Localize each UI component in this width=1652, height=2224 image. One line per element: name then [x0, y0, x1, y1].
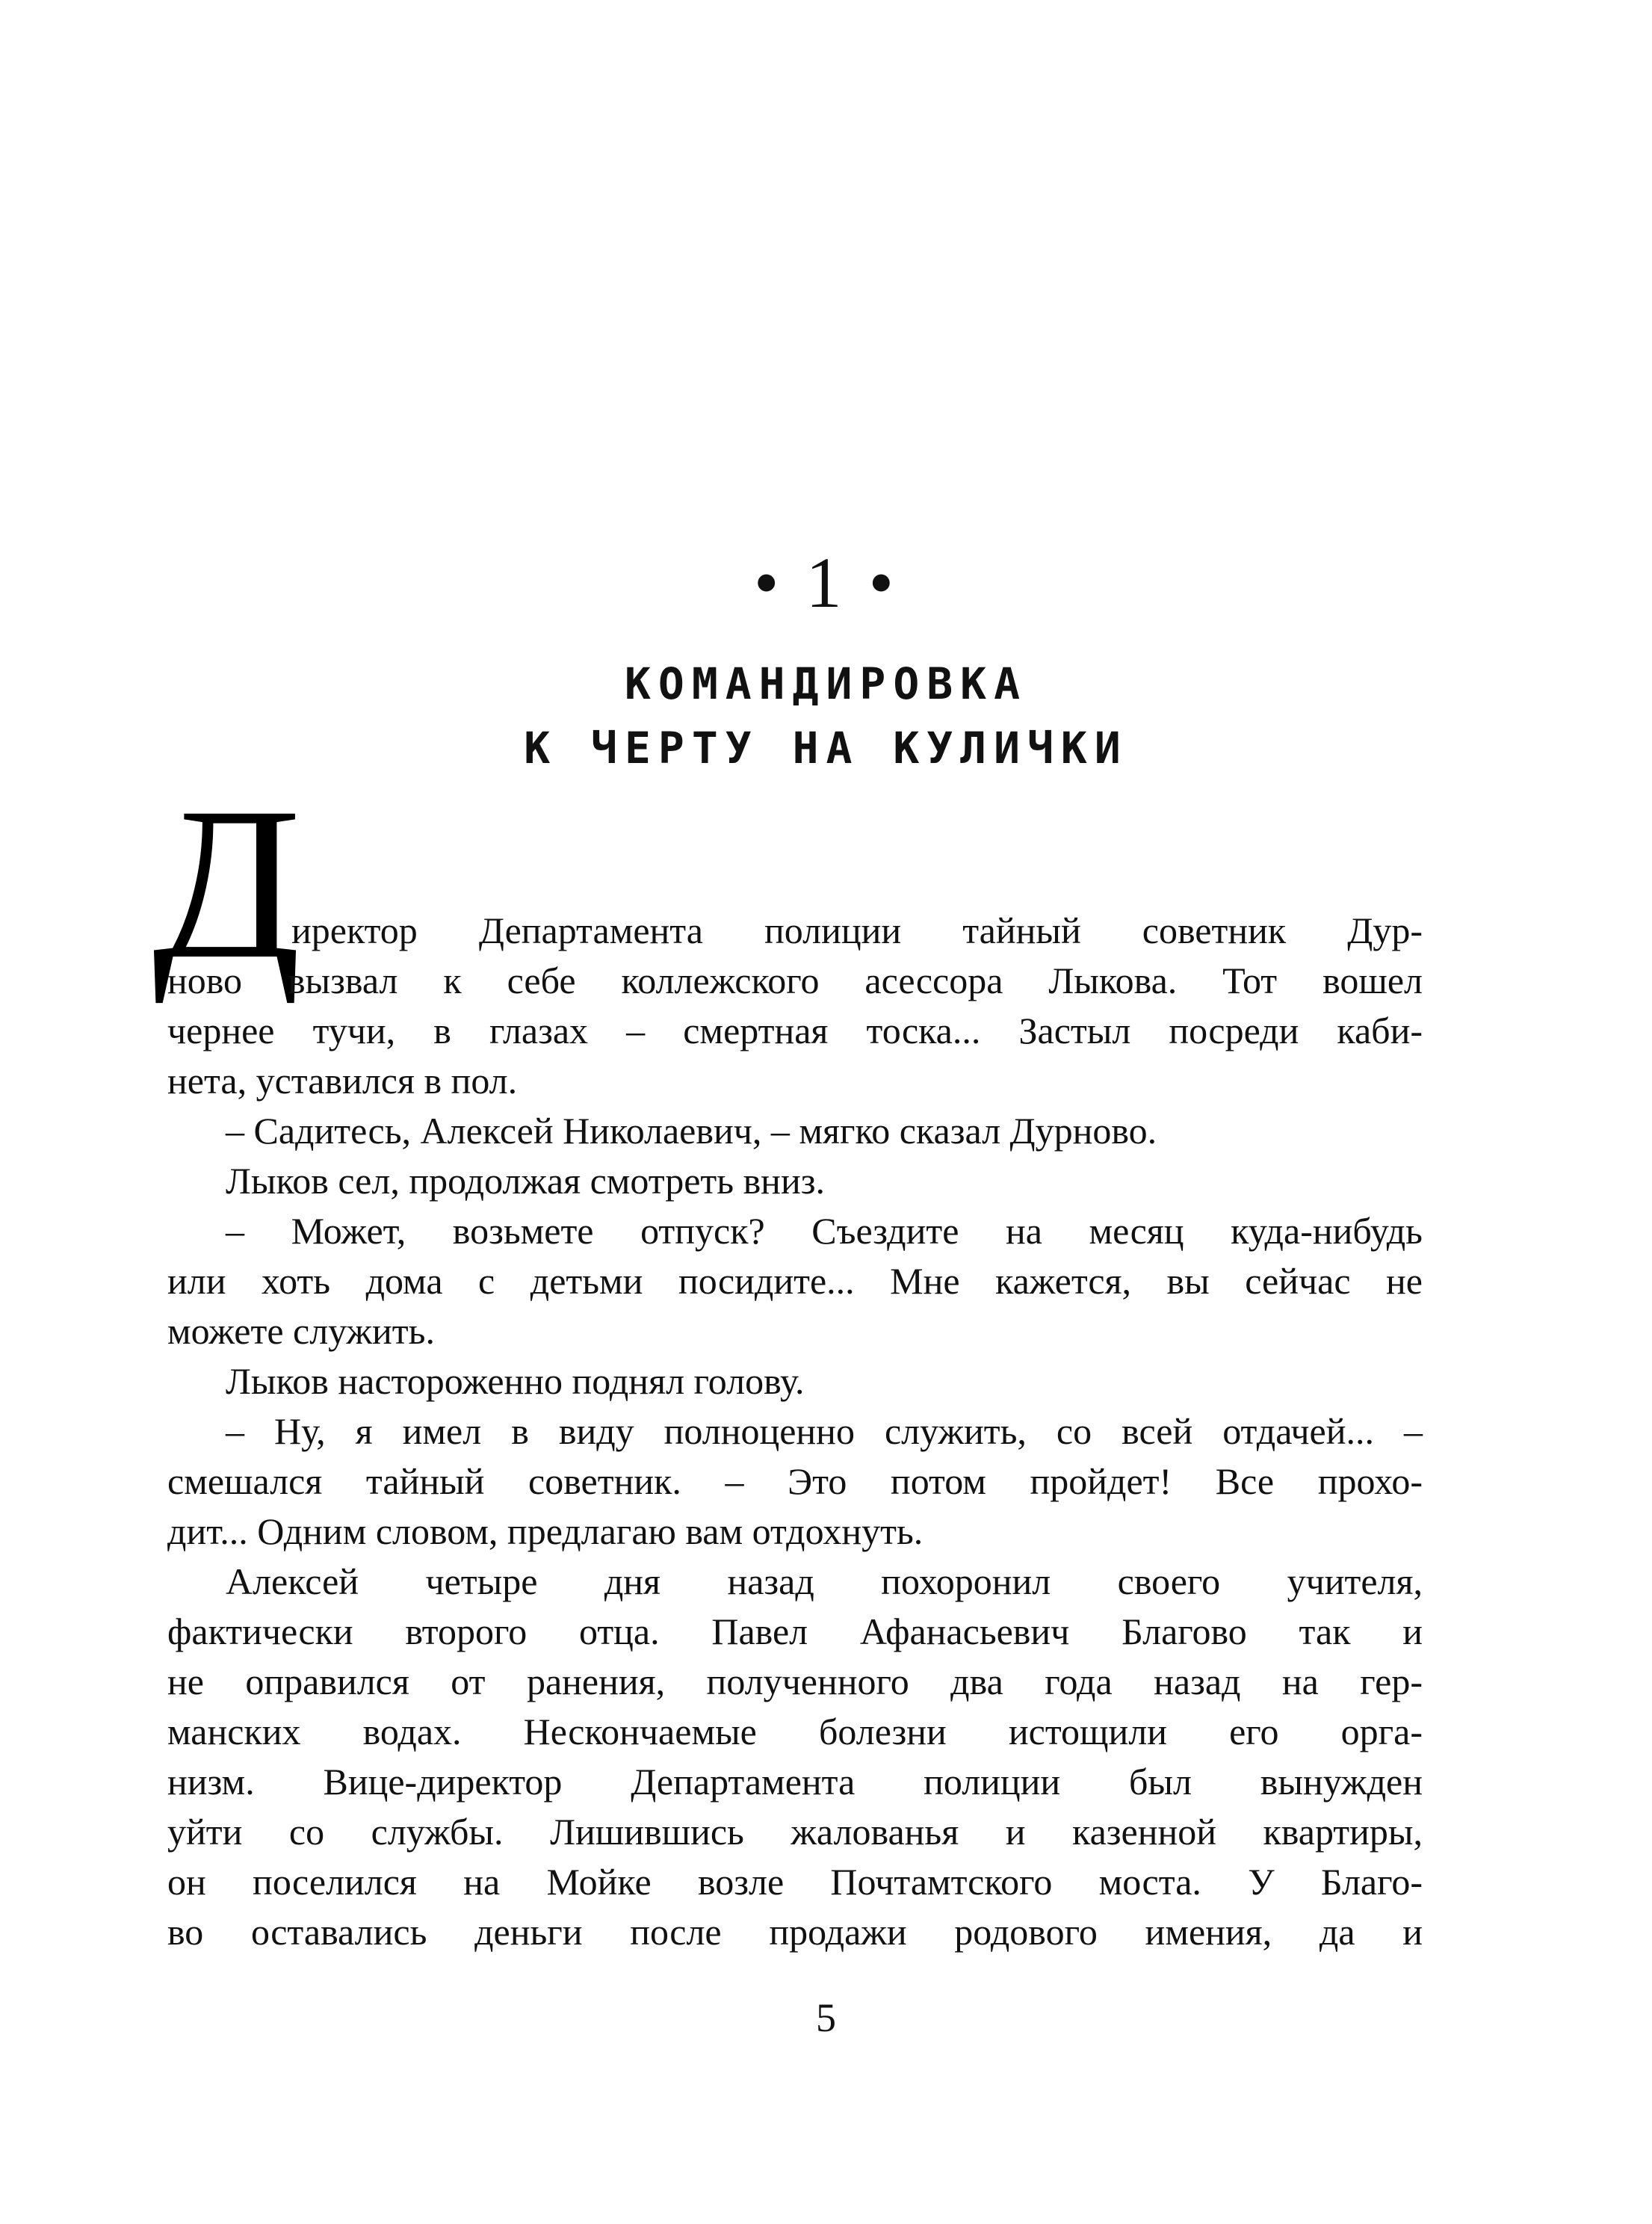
- text-line: Лыков настороженно поднял голову.: [226, 1360, 805, 1402]
- chapter-title: [0, 652, 1652, 780]
- text-line: иректор Департамента полиции тайный советник Дур-: [291, 909, 1423, 951]
- text-line: нета, уставился в пол.: [167, 1060, 518, 1102]
- chapter-title-line-1: КОМАНДИРОВКА: [624, 658, 1028, 709]
- text-line: смешался тайный советник. – Это потом пройдет! Все прохо-: [167, 1460, 1423, 1502]
- text-line: он поселился на Мойке возле Почтамтского моста. У Благо-: [167, 1861, 1423, 1903]
- text-line: ново вызвал к себе коллежского асессора Лыкова. Тот вошел: [167, 960, 1423, 1001]
- chapter-title-line-2: К ЧЕРТУ НА КУЛИЧКИ: [524, 723, 1128, 773]
- text-line: уйти со службы. Лишившись жалованья и казенной квартиры,: [167, 1811, 1423, 1853]
- text-line: или хоть дома с детьми посидите... Мне кажется, вы сейчас не: [167, 1260, 1423, 1302]
- text-line: – Ну, я имел в виду полноценно служить, со всей отдачей... –: [226, 1410, 1423, 1452]
- chapter-number: • 1 •: [753, 543, 899, 623]
- text-line: фактически второго отца. Павел Афанасьевич Благово так и: [167, 1610, 1423, 1652]
- drop-cap: Д: [152, 763, 302, 1004]
- text-line: чернее тучи, в глазах – смертная тоска... Застыл посреди каби-: [167, 1010, 1423, 1051]
- text-line: манских водах. Нескончаемые болезни истощили его орга-: [167, 1711, 1423, 1752]
- text-line: во оставались деньги после продажи родового имения, да и: [167, 1911, 1423, 1953]
- text-line: – Садитесь, Алексей Николаевич, – мягко сказал Дурново.: [226, 1110, 1157, 1152]
- text-line: низм. Вице-директор Департамента полиции был вынужден: [167, 1761, 1423, 1803]
- text-line: – Может, возьмете отпуск? Съездите на месяц куда-нибудь: [226, 1210, 1423, 1252]
- text-line: Алексей четыре дня назад похоронил своего учителя,: [226, 1560, 1423, 1602]
- text-line: дит... Одним словом, предлагаю вам отдохнуть.: [167, 1510, 924, 1552]
- text-line: не оправился от ранения, полученного два года назад на гер-: [167, 1661, 1423, 1702]
- page-number: 5: [816, 1995, 836, 2040]
- body-text: [167, 906, 1423, 1957]
- text-line: можете служить.: [167, 1310, 435, 1352]
- text-line: Лыков сел, продолжая смотреть вниз.: [226, 1160, 825, 1202]
